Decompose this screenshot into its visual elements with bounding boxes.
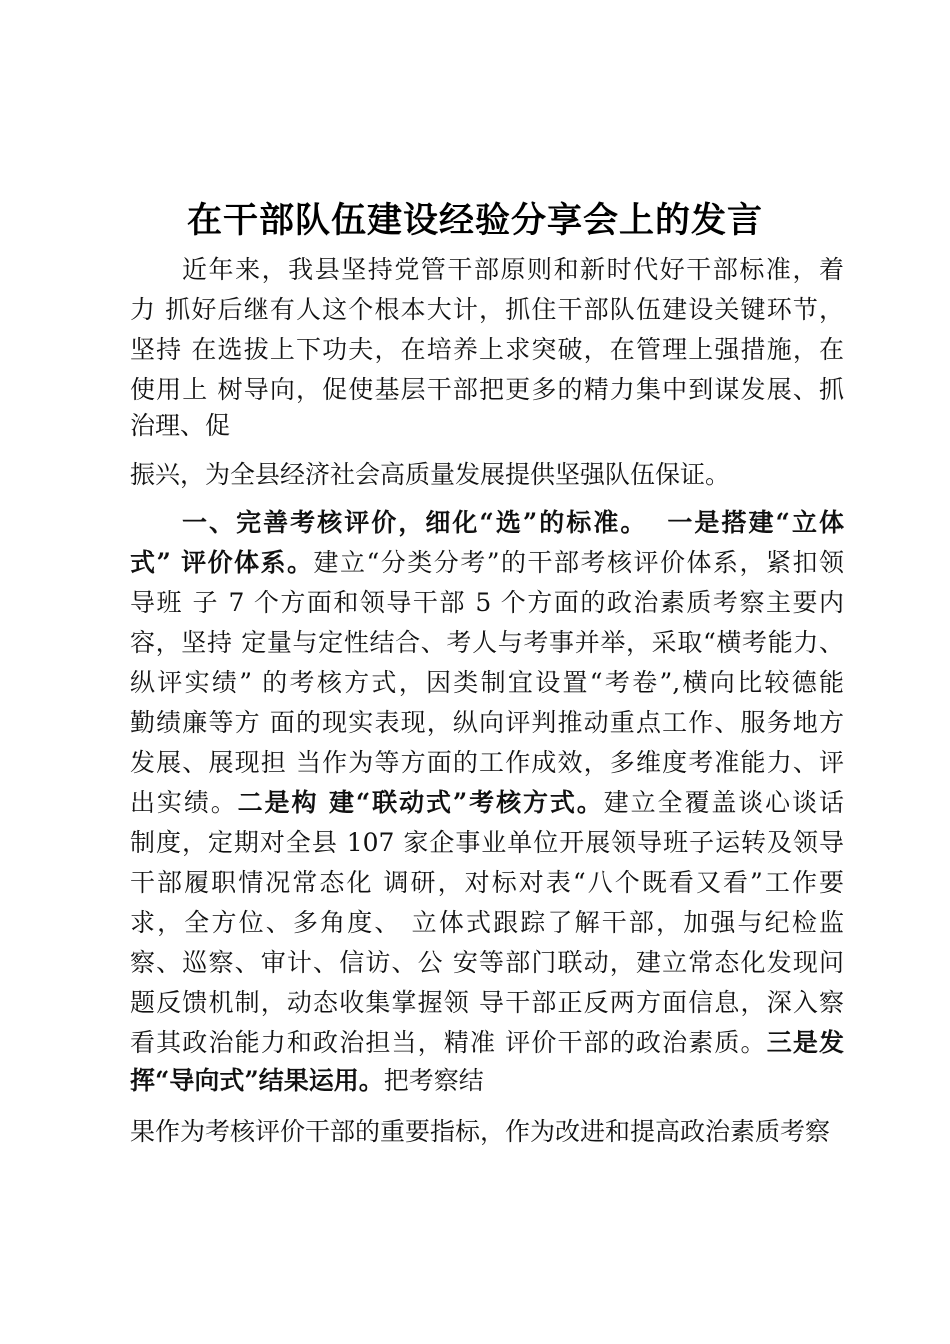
paragraph-line: 式” 评价体系。建立“分类分考”的干部考核评价体系，紧扣领: [130, 548, 844, 577]
subpoint-heading: 挥“导向式”结果运用。: [130, 1066, 384, 1095]
paragraph-line: 使用上 树导向，促使基层干部把更多的精力集中到谋发展、抓: [130, 375, 844, 404]
paragraph-line: 容，坚持 定量与定性结合、考人与考事并举，采取“横考能力、: [130, 628, 844, 657]
subpoint-heading: 式” 评价体系。: [130, 548, 314, 577]
paragraph-line: 看其政治能力和政治担当，精准 评价干部的政治素质。三是发: [130, 1028, 844, 1057]
subpoint-heading: 三是发: [766, 1028, 844, 1057]
paragraph-line: 求，全方位、多角度、 立体式跟踪了解干部，加强与纪检监: [130, 908, 844, 937]
paragraph-line: 近年来，我县坚持党管干部原则和新时代好干部标准，着: [182, 255, 844, 284]
paragraph-line: 勤绩廉等方 面的现实表现，纵向评判推动重点工作、服务地方: [130, 708, 844, 737]
paragraph-line: 振兴，为全县经济社会高质量发展提供坚强队伍保证。: [130, 460, 731, 489]
paragraph-line: 干部履职情况常态化 调研，对标对表“八个既看又看”工作要: [130, 868, 844, 897]
paragraph-line: 坚持 在选拔上下功夫，在培养上求突破，在管理上强措施，在: [130, 335, 844, 364]
subpoint-heading: 二是构 建“联动式”考核方式。: [237, 788, 604, 817]
paragraph-line: 挥“导向式”结果运用。把考察结: [130, 1066, 484, 1095]
section-heading-line: [182, 508, 844, 538]
paragraph-line: 发展、展现担 当作为等方面的工作成效，多维度考准能力、评: [130, 748, 844, 777]
paragraph-line: 制度，定期对全县 107 家企事业单位开展领导班子运转及领导: [130, 828, 844, 857]
paragraph-line: 导班 子 7 个方面和领导干部 5 个方面的政治素质考察主要内: [130, 588, 844, 617]
paragraph-line: 纵评实绩” 的考核方式，因类制宜设置“考卷”,横向比较德能: [130, 668, 844, 697]
paragraph-line: 果作为考核评价干部的重要指标，作为改进和提高政治素质考察: [130, 1117, 831, 1146]
paragraph-line: 察、巡察、审计、信访、公 安等部门联动，建立常态化发现问: [130, 948, 844, 977]
paragraph-line: 出实绩。二是构 建“联动式”考核方式。建立全覆盖谈心谈话: [130, 788, 844, 817]
subpoint-heading: 一是搭建“立体: [667, 508, 844, 537]
section-heading: 一、完善考核评价，细化“选”的标准。: [182, 508, 648, 537]
paragraph-line: 力 抓好后继有人这个根本大计，抓住干部队伍建设关键环节，: [130, 295, 844, 324]
paragraph-line: 治理、促: [130, 411, 231, 440]
paragraph-line: 题反馈机制，动态收集掌握领 导干部正反两方面信息，深入察: [130, 988, 844, 1017]
page-title: 在干部队伍建设经验分享会上的发言: [186, 201, 763, 241]
